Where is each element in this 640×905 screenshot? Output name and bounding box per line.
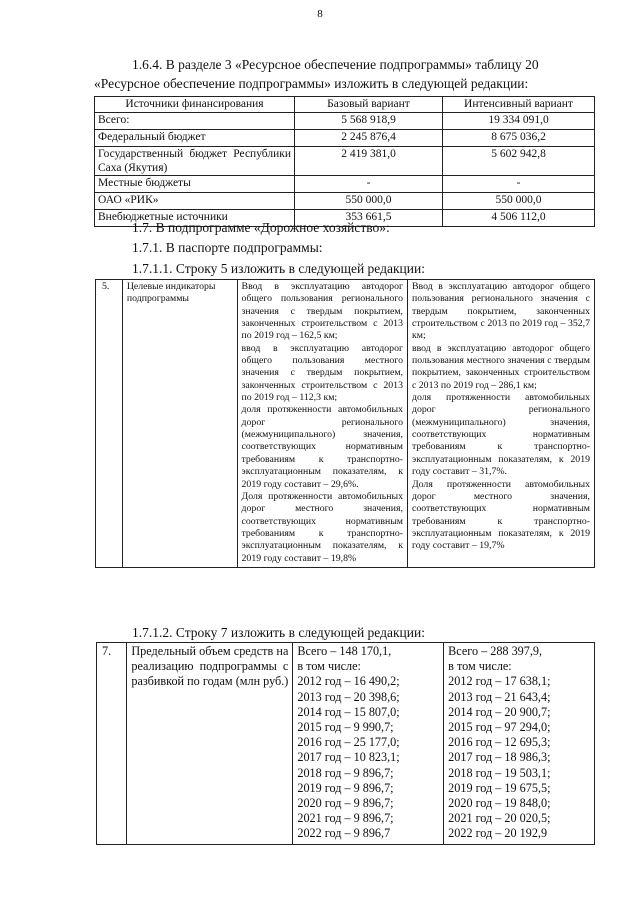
base-year-line: 2020 год – 9 896,7; [297, 796, 394, 811]
intensive-year-line: 2020 год – 19 848,0; [448, 796, 551, 811]
intensive-indicator-item: Ввод в эксплуатацию автодорог общего пользования регионального значения с твердым покрытием, законченных строительством с 2013 по 2019 год – 352,7 км; [411, 281, 590, 342]
base-year-line: 2019 год – 9 896,7; [297, 780, 394, 795]
table-header-row [95, 97, 595, 113]
header-base: Базовый вариант [295, 97, 443, 113]
funding-by-year-table [96, 642, 595, 845]
row-label-text: Предельный объем средств на реализацию подпрограммы с разбивкой по годам (млн руб.) [131, 644, 289, 689]
source-cell: Местные бюджеты [95, 176, 295, 193]
base-cell: 2 245 876,4 [295, 130, 443, 147]
intensive-indicators-cell [407, 280, 594, 568]
base-year-line: 2013 год – 20 398,6; [297, 689, 400, 704]
source-cell: Федеральный бюджет [95, 130, 295, 147]
base-year-line: 2012 год – 16 490,2; [297, 674, 400, 689]
source-cell: Всего: [95, 113, 295, 130]
table-row [95, 147, 595, 176]
intensive-years-cell [444, 643, 595, 845]
source-cell: Государственный бюджет Республики Саха (Якутия) [95, 147, 295, 176]
intensive-cell: 8 675 036,2 [443, 130, 595, 147]
indicators-table [95, 279, 595, 568]
row-label [127, 643, 293, 845]
intensive-year-line: 2013 год – 21 643,4; [448, 689, 551, 704]
section-1-7: 1.7. В подпрограмме «Дорожное хозяйство»: [132, 220, 390, 235]
base-year-line: в том числе: [297, 659, 361, 674]
base-year-line: 2022 год – 9 896,7 [297, 826, 391, 841]
base-cell: 353 661,5 [295, 210, 443, 227]
section-1-7-1-2: 1.7.1.2. Строку 7 изложить в следующей редакции: [132, 625, 425, 640]
base-cell: 550 000,0 [295, 193, 443, 210]
table-row [97, 643, 595, 845]
intensive-year-line: 2015 год – 97 294,0; [448, 720, 551, 735]
intensive-indicator-item: ввод в эксплуатацию автодорог общего пользования местного значения с твердым покрытием, законченных строительством с 2013 по 2019 год – 286,1 км; [411, 342, 590, 391]
base-indicator-item: Доля протяженности автомобильных дорог местного значения, соответствующих нормативным требованиям к транспортно-эксплуатационным показателям, к 2019 году составит – 19,8% [241, 490, 403, 564]
base-year-line: 2015 год – 9 990,7; [297, 720, 394, 735]
section-1-7-1: 1.7.1. В паспорте подпрограммы: [132, 240, 323, 255]
table-row [95, 193, 595, 210]
base-cell: 5 568 918,9 [295, 113, 443, 130]
intensive-year-line: 2017 год – 18 986,3; [448, 750, 551, 765]
source-cell: Внебюджетные источники [95, 210, 295, 227]
intensive-year-line: 2016 год – 12 695,3; [448, 735, 551, 750]
base-year-line: 2021 год – 9 896,7; [297, 811, 394, 826]
intensive-cell: 4 506 112,0 [443, 210, 595, 227]
base-indicator-item: Ввод в эксплуатацию автодорог общего пользования регионального значения с твердым покрытием, законченных строительством с 2013 по 2019 год – 162,5 км; [241, 281, 403, 342]
intensive-cell: 5 602 942,8 [443, 147, 595, 176]
intensive-indicator-item: доля протяженности автомобильных дорог регионального (межмуниципального) значения, соответствующих нормативным требованиям к транспортно-эксплуатационным показателям, к 2019 году составит – 31,7%. [411, 392, 590, 478]
intensive-cell: - [443, 176, 595, 193]
intensive-indicator-item: Доля протяженности автомобильных дорог местного значения, соответствующих нормативным требованиям к транспортно-эксплуатационным показателям, к 2019 году составит – 19,7% [411, 478, 590, 552]
intensive-year-line: 2018 год – 19 503,1; [448, 765, 551, 780]
intensive-year-line: Всего – 288 397,9, [448, 644, 543, 658]
header-intensive: Интенсивный вариант [443, 97, 595, 113]
intensive-year-line: 2014 год – 20 900,7; [448, 704, 551, 719]
table-row [96, 280, 595, 568]
base-year-line: 2016 год – 25 177,0; [297, 735, 400, 750]
base-years-cell [293, 643, 444, 845]
section-1-6-4-line2: «Ресурсное обеспечение подпрограммы» изложить в следующей редакции: [94, 76, 529, 91]
row-label: Целевые индикаторы подпрограммы [122, 280, 237, 568]
base-cell: - [295, 176, 443, 193]
header-sources: Источники финансирования [95, 97, 295, 113]
intensive-cell: 19 334 091,0 [443, 113, 595, 130]
page-number: 8 [317, 8, 323, 20]
row-number: 7. [97, 643, 127, 845]
base-year-line: 2018 год – 9 896,7; [297, 765, 394, 780]
intensive-year-line: 2019 год – 19 675,5; [448, 780, 551, 795]
base-indicator-item: ввод в эксплуатацию автодорог общего пользования местного значения с твердым покрытием, законченных строительством с 2013 по 2019 год – 112,3 км; [241, 342, 403, 404]
intensive-cell: 550 000,0 [443, 193, 595, 210]
base-year-line: Всего – 148 170,1, [297, 644, 392, 658]
base-cell: 2 419 381,0 [295, 147, 443, 176]
intensive-year-line: в том числе: [448, 659, 512, 674]
base-year-line: 2014 год – 15 807,0; [297, 704, 400, 719]
intensive-year-line: 2022 год – 20 192,9 [448, 826, 548, 841]
base-year-line: 2017 год – 10 823,1; [297, 750, 400, 765]
base-indicators-cell [237, 280, 407, 568]
intensive-year-line: 2021 год – 20 020,5; [448, 811, 551, 826]
funding-sources-table [94, 96, 595, 227]
row-number: 5. [96, 280, 123, 568]
source-cell: ОАО «РИК» [95, 193, 295, 210]
table-row [95, 176, 595, 193]
table-row [95, 113, 595, 130]
table-row [95, 130, 595, 147]
intensive-year-line: 2012 год – 17 638,1; [448, 674, 551, 689]
base-indicator-item: доля протяженности автомобильных дорог регионального (межмуниципального) значения, соответствующих нормативным требованиям к транспортно-эксплуатационным показателям, к 2019 году составит – 29,6%. [241, 404, 403, 490]
section-1-6-4-line1: 1.6.4. В разделе 3 «Ресурсное обеспечение подпрограммы» таблицу 20 [132, 57, 539, 72]
section-1-7-1-1: 1.7.1.1. Строку 5 изложить в следующей редакции: [132, 261, 425, 276]
